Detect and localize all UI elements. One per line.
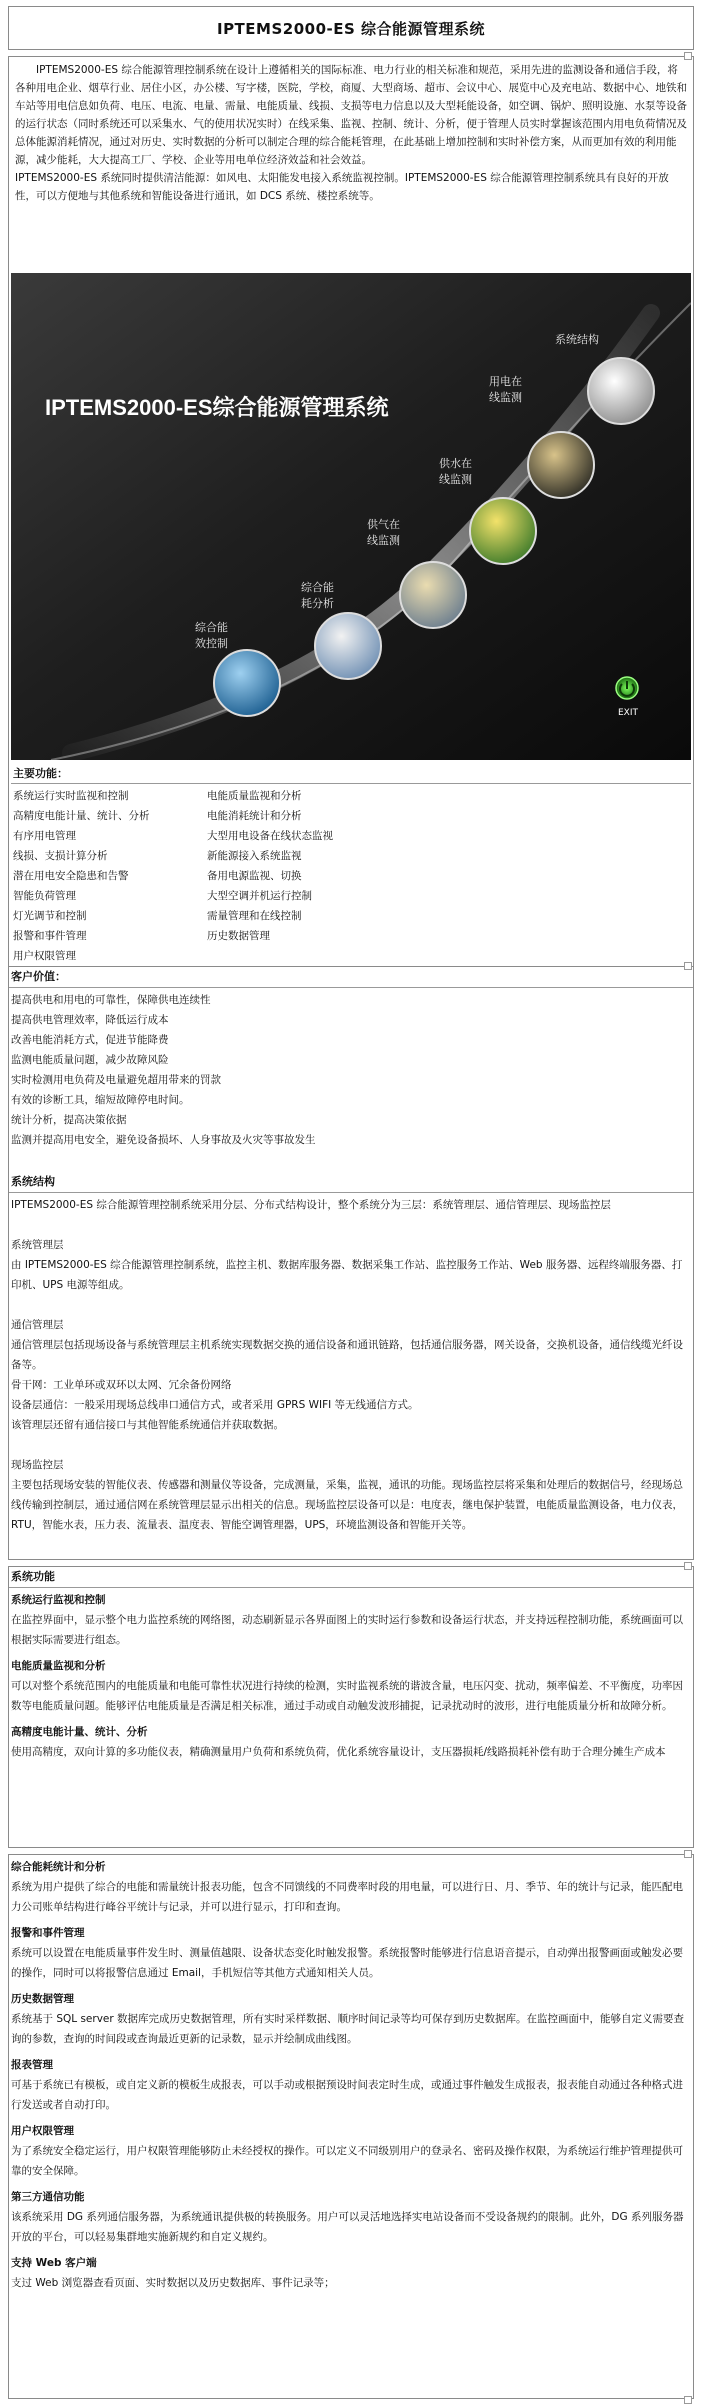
comm-layer-line: 骨干网：工业单环或双环以太网、冗余备份网络 (11, 1379, 232, 1391)
structure-heading: 系统结构 (9, 1172, 693, 1193)
function-title: 高精度电能计量、统计、分析 (11, 1726, 148, 1738)
feature-item: 有序用电管理 (13, 830, 76, 842)
function-text: 系统为用户提供了综合的电能和需量统计报表功能，包含不同馈线的不同费率时段的用电量，可以进行日、月、季节、年的统计与记录，能匹配电力公司账单结构进行峰谷平统计与记录，并可以进行显示，打印和查询。 (11, 1881, 683, 1913)
function-text: 系统可以设置在电能质量事件发生时、测量值越限、设备状态变化时触发报警。系统报警时能够进行信息语音提示，自动弹出报警画面或触发必要的操作，同时可以将报警信息通过 Email，手机短信等其他方式通知相关人员。 (11, 1947, 683, 1979)
intro-text (9, 57, 693, 205)
feature-item: 历史数据管理 (207, 930, 270, 942)
mgmt-layer-title: 系统管理层 (11, 1239, 64, 1251)
value-item: 监测并提高用电安全，避免设备损坏、人身事故及火灾等事故发生 (11, 1134, 316, 1146)
comm-layer-title: 通信管理层 (11, 1319, 64, 1331)
comm-layer-line: 该管理层还留有通信接口与其他智能系统通信并获取数据。 (11, 1419, 284, 1431)
functions-block-2 (8, 1854, 694, 2399)
intro-block (8, 56, 694, 972)
function-title: 支持 Web 客户端 (11, 2257, 97, 2269)
intro-paragraph-1: IPTEMS2000-ES 综合能源管理控制系统在设计上遵循相关的国际标准、电力行业的相关标准和规范，采用先进的监测设备和通信手段，将各种用电企业、烟草行业、居住小区，办公楼、写字楼，医院，学校，商厦、大型商场、超市、会议中心、展览中心及充电站、数据中心、地铁和车站等用电信息如负荷、电压、电流、电量、需量、电能质量、线损、支损等电力信息以及大型耗能设备，如空调、锅炉、照明设施、水泵等设备的运行状态（同时系统还可以采集水、气的使用状况实时）在线采集、监视、控制、统计、分析，便于管理人员实时掌握该范围内用电负荷情况及总体能源消耗情况，通过对历史、实时数据的分析可以制定合理的综合能耗管理，在此基础上增加控制和实时补偿方案，从而更加有效的利用能源，减少能耗，大大提高工厂、学校、企业等用电单位经济效益和社会效益。 (15, 64, 687, 166)
feature-item: 系统运行实时监视和控制 (13, 790, 129, 802)
function-title: 电能质量监视和分析 (11, 1660, 106, 1672)
svg-text:综合能: 综合能 (301, 581, 334, 594)
function-text: 可基于系统已有模板，或自定义新的模板生成报表，可以手动或根据预设时间表定时生成，或通过事件触发生成报表，报表能自动通过各种格式进行发送或者自动打印。 (11, 2079, 683, 2111)
feature-item: 灯光调节和控制 (13, 910, 87, 922)
value-item: 提高供电管理效率，降低运行成本 (11, 1014, 169, 1026)
svg-text:线监测: 线监测 (439, 473, 472, 486)
feature-item: 智能负荷管理 (13, 890, 76, 902)
value-item: 监测电能质量问题，减少故障风险 (11, 1054, 169, 1066)
comm-layer-line: 设备层通信：一般采用现场总线串口通信方式，或者采用 GPRS WIFI 等无线通信方式。 (11, 1399, 419, 1411)
feature-item: 线损、支损计算分析 (13, 850, 108, 862)
feature-item: 备用电源监视、切换 (207, 870, 302, 882)
svg-text:供水在: 供水在 (439, 457, 472, 470)
function-title: 第三方通信功能 (11, 2191, 85, 2203)
functions-heading: 系统功能 (9, 1567, 693, 1588)
function-text: 支过 Web 浏览器查看页面、实时数据以及历史数据库、事件记录等； (11, 2277, 335, 2289)
svg-text:综合能: 综合能 (195, 621, 228, 634)
function-text: 可以对整个系统范围内的电能质量和电能可靠性状况进行持续的检测，实时监视系统的谐波含量，电压闪变、扰动，频率偏差、不平衡度，功率因数等电能质量问题。能够评估电能质量是否满足相关标准，通过手动或自动触发波形捕捉，记录扰动时的波形，进行电能质量分析和故障分析。 (11, 1680, 683, 1712)
function-title: 综合能耗统计和分析 (11, 1861, 106, 1873)
feature-item: 高精度电能计量、统计、分析 (13, 810, 150, 822)
mgmt-layer-text: 由 IPTEMS2000-ES 综合能源管理控制系统，监控主机、数据库服务器、数据采集工作站、监控服务工作站、Web 服务器、远程终端服务器、打印机、UPS 电源等组成。 (11, 1259, 683, 1291)
value-item: 实时检测用电负荷及电量避免超用带来的罚款 (11, 1074, 221, 1086)
corner-marker (684, 1850, 692, 1858)
value-item: 改善电能消耗方式，促进节能降费 (11, 1034, 169, 1046)
feature-item: 大型空调并机运行控制 (207, 890, 312, 902)
function-title: 报表管理 (11, 2059, 53, 2071)
function-text: 该系统采用 DG 系列通信服务器，为系统通讯提供极的转换服务。用户可以灵活地选择实电站设备而不受设备规约的限制。此外，DG 系列服务器开放的平台，可以轻易集群地实施新规约和自定义规约。 (11, 2211, 684, 2243)
function-text: 为了系统安全稳定运行，用户权限管理能够防止未经授权的操作。可以定义不同级别用户的登录名、密码及操作权限，为系统运行维护管理提供可靠的安全保障。 (11, 2145, 683, 2177)
title-block (8, 6, 694, 50)
feature-item: 需量管理和在线控制 (207, 910, 302, 922)
page-title: IPTEMS2000-ES 综合能源管理系统 (216, 20, 486, 38)
comm-layer-text: 通信管理层包括现场设备与系统管理层主机系统实现数据交换的通信设备和通讯链路，包括通信服务器，网关设备，交换机设备，通信线缆光纤设备等。 (11, 1339, 683, 1371)
corner-marker (684, 1562, 692, 1570)
function-text: 使用高精度，双向计算的多功能仪表，精确测量用户负荷和系统负荷，优化系统容量设计，支压器损耗/线路损耗补偿有助于合理分摊生产成本 (11, 1746, 666, 1758)
value-item: 有效的诊断工具，缩短故障停电时间。 (11, 1094, 190, 1106)
features-heading: 主要功能： (11, 765, 691, 784)
feature-item (207, 946, 507, 966)
value-structure-block (8, 966, 694, 1560)
structure-body (9, 1193, 693, 1537)
svg-text:线监测: 线监测 (489, 391, 522, 404)
function-text: 系统基于 SQL server 数据库完成历史数据管理，所有实时采样数据、顺序时间记录等均可保存到历史数据库。在监控画面中，能够自定义需要查询的参数，查询的时间段或查询最近更新的记录数，显示并绘制成曲线图。 (11, 2013, 685, 2045)
function-text: 在监控界面中，显示整个电力监控系统的网络图，动态刷新显示各界面图上的实时运行参数和设备运行状态，并支持远程控制功能，系统画面可以根据实际需要进行组态。 (11, 1614, 683, 1646)
svg-text:用电在: 用电在 (489, 375, 522, 388)
value-item: 提高供电和用电的可靠性，保障供电连续性 (11, 994, 211, 1006)
corner-marker (684, 962, 692, 970)
value-item: 统计分析，提高决策依据 (11, 1114, 127, 1126)
function-title: 系统运行监视和控制 (11, 1594, 106, 1606)
function-title: 用户权限管理 (11, 2125, 74, 2137)
feature-item: 用户权限管理 (13, 950, 76, 962)
feature-item: 新能源接入系统监视 (207, 850, 302, 862)
feature-item: 大型用电设备在线状态监视 (207, 830, 333, 842)
function-title: 历史数据管理 (11, 1993, 74, 2005)
svg-text:线监测: 线监测 (367, 534, 400, 547)
corner-marker (684, 52, 692, 60)
functions-body-2 (9, 1855, 693, 2295)
hero-banner (11, 273, 691, 760)
feature-item: 潜在用电安全隐患和告警 (13, 870, 129, 882)
svg-text:效控制: 效控制 (195, 637, 228, 650)
field-layer-title: 现场监控层 (11, 1459, 64, 1471)
structure-intro: IPTEMS2000-ES 综合能源管理控制系统采用分层、分布式结构设计，整个系统分为三层：系统管理层、通信管理层、现场监控层 (11, 1199, 611, 1211)
features-grid (11, 784, 691, 968)
value-list (9, 988, 693, 1152)
feature-item: 电能消耗统计和分析 (207, 810, 302, 822)
feature-item: 电能质量监视和分析 (207, 790, 302, 802)
field-layer-text: 主要包括现场安装的智能仪表、传感器和测量仪等设备，完成测量，采集，监视，通讯的功能。现场监控层将采集和处理后的数据信号，经现场总线传输到控制层，通过通信网在系统管理层显示出相关的信息。现场监控层设备可以是：电度表，继电保护装置，电能质量监测设备，电力仪表，RTU，智能水表，压力表、流量表、温度表、智能空调管理器，UPS，环境监测设备和智能开关等。 (11, 1479, 683, 1531)
svg-text:供气在: 供气在 (367, 518, 400, 531)
corner-marker (684, 2396, 692, 2404)
functions-body-1 (9, 1588, 693, 1764)
hero-title: IPTEMS2000-ES综合能源管理系统 (45, 395, 389, 420)
feature-item: 报警和事件管理 (13, 930, 87, 942)
svg-text:系统结构: 系统结构 (555, 333, 599, 346)
value-heading: 客户价值： (9, 967, 693, 988)
exit-label: EXIT (618, 708, 639, 718)
intro-paragraph-2: IPTEMS2000-ES 系统同时提供清洁能源：如风电、太阳能发电接入系统监视控制。IPTEMS2000-ES 综合能源管理控制系统具有良好的开放性，可以方便地与其他系统和智能设备进行通讯，如 DCS 系统、楼控系统等。 (15, 172, 669, 202)
function-title: 报警和事件管理 (11, 1927, 85, 1939)
main-features (11, 765, 691, 968)
functions-block-1 (8, 1566, 694, 1848)
svg-text:耗分析: 耗分析 (301, 597, 334, 610)
